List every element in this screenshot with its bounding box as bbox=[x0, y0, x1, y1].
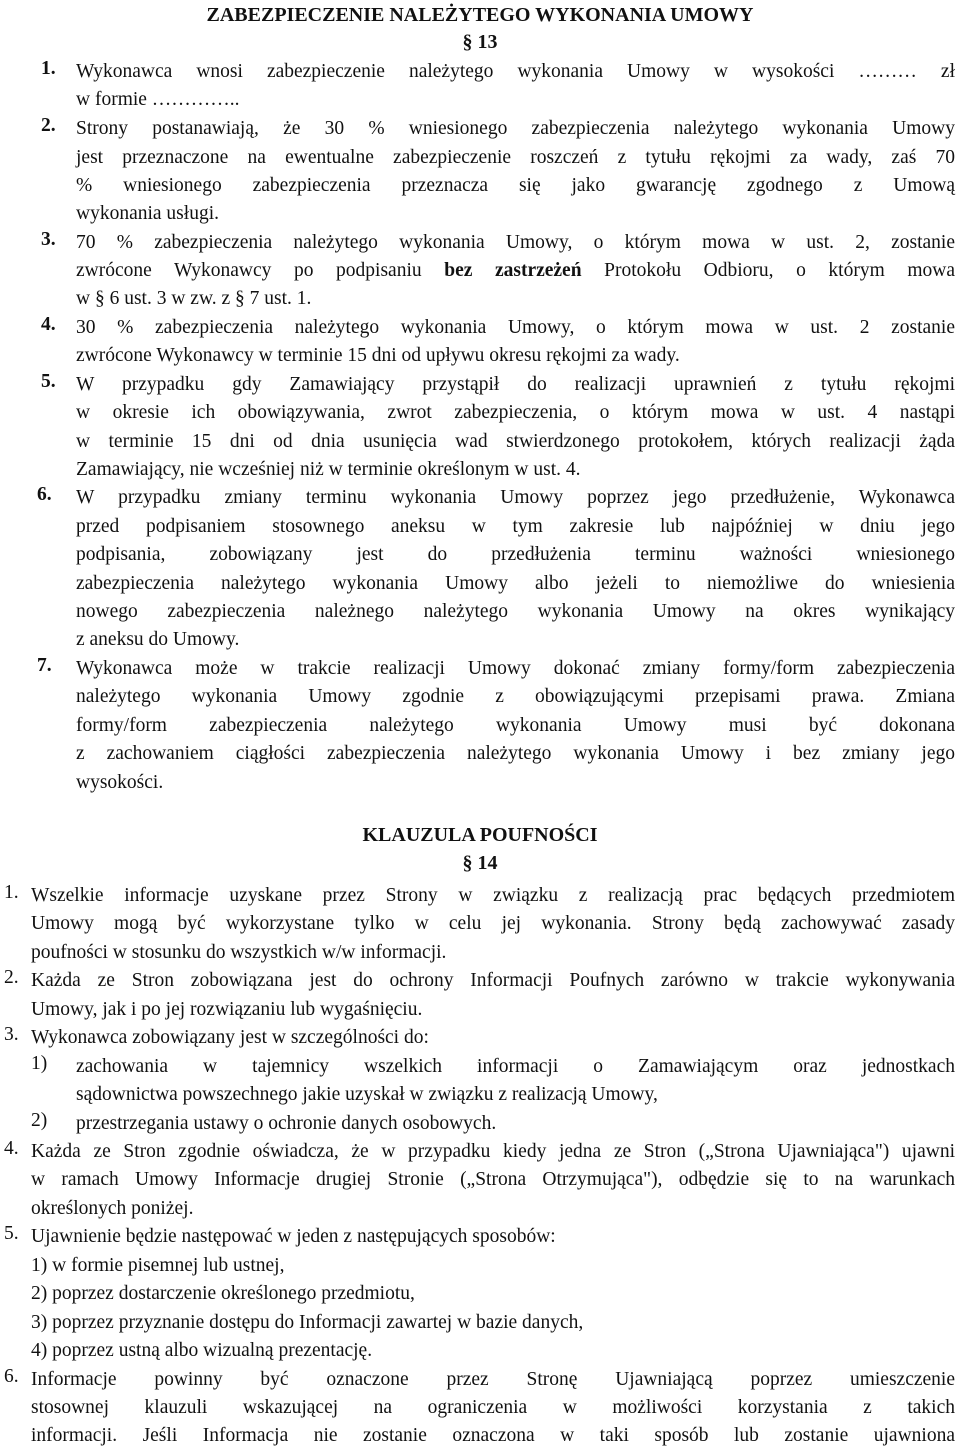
s14-p3-item-1-line-1: zachowania w tajemnicy wszelkich informacji o Zamawiającym oraz jednostkach bbox=[76, 1056, 955, 1077]
s13-p7-line-5: wysokości. bbox=[76, 772, 164, 793]
s14-p5-item-4: 4) poprzez ustną albo wizualną prezentację. bbox=[31, 1340, 373, 1361]
s14-p5-item-2: 2) poprzez dostarczenie określonego przedmiotu, bbox=[31, 1283, 415, 1304]
s14-p4-line-1: Każda ze Stron zgodnie oświadcza, że w przypadku kiedy jedna ze Stron („Strona Ujawniająca") ujawni bbox=[31, 1141, 955, 1162]
s13-p1-line-2: w formie ………….. bbox=[76, 89, 240, 110]
s13-p5-line-2: w okresie ich obowiązywania, zwrot zabezpieczenia, o którym mowa w ust. 4 nastąpi bbox=[76, 402, 955, 423]
s14-p3-number: 3. bbox=[4, 1024, 19, 1045]
s13-p2-line-3: % wniesionego zabezpieczenia przeznacza się jako gwarancję zgodnego z Umową bbox=[76, 175, 955, 196]
s14-p4-line-3: określonych poniżej. bbox=[31, 1198, 194, 1219]
s13-p6-line-1: W przypadku zmiany terminu wykonania Umowy poprzez jego przedłużenie, Wykonawca bbox=[76, 487, 955, 508]
s14-p3-item-2-line-1: przestrzegania ustawy o ochronie danych osobowych. bbox=[76, 1113, 497, 1134]
s13-p7-line-3: formy/form zabezpieczenia należytego wykonania Umowy musi być dokonana bbox=[76, 715, 955, 736]
s13-p6-line-3: podpisania, zobowiązany jest do przedłużenia terminu ważności wniesionego bbox=[76, 544, 955, 565]
s14-p6-line-2: stosownej klauzuli wskazującej na ograniczenia w możliwości korzystania z takich bbox=[31, 1397, 955, 1418]
s14-p2-number: 2. bbox=[4, 967, 19, 988]
s13-p1-line-1: Wykonawca wnosi zabezpieczenie należytego wykonania Umowy w wysokości ……… zł bbox=[76, 61, 955, 82]
s13-p6-number: 6. bbox=[37, 484, 52, 505]
s14-p1-line-2: Umowy mogą być wykorzystane tylko w celu jej wykonania. Strony będą zachowywać zasady bbox=[31, 913, 955, 934]
s13-p4-number: 4. bbox=[41, 314, 56, 335]
s14-p4-number: 4. bbox=[4, 1138, 19, 1159]
s13-p5-line-1: W przypadku gdy Zamawiający przystąpił do realizacji uprawnień z tytułu rękojmi bbox=[76, 374, 955, 395]
s14-p2-line-1: Każda ze Stron zobowiązana jest do ochrony Informacji Poufnych zarówno w trakcie wykonywania bbox=[31, 970, 955, 991]
s13-p5-line-4: Zamawiający, nie wcześniej niż w terminie określonym w ust. 4. bbox=[76, 459, 581, 480]
s13-p5-number: 5. bbox=[41, 371, 56, 392]
s13-p7-line-1: Wykonawca może w trakcie realizacji Umowy dokonać zmiany formy/form zabezpieczenia bbox=[76, 658, 955, 679]
s14-p3-line-1: Wykonawca zobowiązany jest w szczególności do: bbox=[31, 1027, 429, 1048]
s14-p1-line-1: Wszelkie informacje uzyskane przez Strony w związku z realizacją prac będących przedmiotem bbox=[31, 885, 955, 906]
section-13-number: § 13 bbox=[462, 31, 498, 53]
s14-p1-number: 1. bbox=[4, 882, 19, 903]
s13-p2-line-2: jest przeznaczone na ewentualne zabezpieczenie roszczeń z tytułu rękojmi za wady, zaś 70 bbox=[76, 147, 955, 168]
heading-zabezpieczenie: ZABEZPIECZENIE NALEŻYTEGO WYKONANIA UMOWY bbox=[206, 4, 754, 26]
s14-p6-number: 6. bbox=[4, 1366, 19, 1387]
s13-p3-line-3: w § 6 ust. 3 w zw. z § 7 ust. 1. bbox=[76, 288, 312, 309]
s13-p6-line-5: nowego zabezpieczenia należnego należytego wykonania Umowy na okres wynikający bbox=[76, 601, 955, 622]
s14-p3-item-2-number: 2) bbox=[31, 1110, 48, 1131]
s13-p3-line-2: zwrócone Wykonawcy po podpisaniu bez zastrzeżeń Protokołu Odbioru, o którym mowa bbox=[76, 260, 955, 281]
s13-p3-line-1: 70 % zabezpieczenia należytego wykonania Umowy, o którym mowa w ust. 2, zostanie bbox=[76, 232, 955, 253]
s14-p6-line-3: informacji. Jeśli Informacja nie zostanie oznaczona w taki sposób lub zostanie ujawniona bbox=[31, 1425, 955, 1446]
section-14-number: § 14 bbox=[462, 852, 498, 874]
s14-p5-item-1: 1) w formie pisemnej lub ustnej, bbox=[31, 1255, 285, 1276]
s14-p4-line-2: w ramach Umowy Informacje drugiej Stronie („Strona Otrzymująca"), odbędzie się to na warunkach bbox=[31, 1169, 955, 1190]
s13-p4-line-1: 30 % zabezpieczenia należytego wykonania Umowy, o którym mowa w ust. 2 zostanie bbox=[76, 317, 955, 338]
s14-p5-number: 5. bbox=[4, 1223, 19, 1244]
s13-p4-line-2: zwrócone Wykonawcy w terminie 15 dni od upływu okresu rękojmi za wady. bbox=[76, 345, 680, 366]
s14-p6-line-1: Informacje powinny być oznaczone przez Stronę Ujawniającą poprzez umieszczenie bbox=[31, 1369, 955, 1390]
s14-p5-line-1: Ujawnienie będzie następować w jeden z następujących sposobów: bbox=[31, 1226, 556, 1247]
s13-p6-line-4: zabezpieczenia należytego wykonania Umowy albo jeżeli to niemożliwe do wniesienia bbox=[76, 573, 955, 594]
s13-p6-line-6: z aneksu do Umowy. bbox=[76, 629, 240, 650]
s13-p7-line-2: należytego wykonania Umowy zgodnie z obowiązującymi przepisami prawa. Zmiana bbox=[76, 686, 955, 707]
s13-p6-line-2: przed podpisaniem stosownego aneksu w tym zakresie lub najpóźniej w dniu jego bbox=[76, 516, 955, 537]
s13-p2-line-4: wykonania usługi. bbox=[76, 203, 219, 224]
s14-p3-item-1-line-2: sądownictwa powszechnego jakie uzyskał w związku z realizacją Umowy, bbox=[76, 1084, 658, 1105]
s13-p2-line-1: Strony postanawiają, że 30 % wniesionego zabezpieczenia należytego wykonania Umowy bbox=[76, 118, 955, 139]
s14-p1-line-3: poufności w stosunku do wszystkich w/w informacji. bbox=[31, 942, 447, 963]
s13-p1-number: 1. bbox=[41, 58, 56, 79]
s13-p5-line-3: w terminie 15 dni od dnia usunięcia wad stwierdzonego protokołem, których realizacji żąda bbox=[76, 431, 955, 452]
s14-p2-line-2: Umowy, jak i po jej rozwiązaniu lub wygaśnięciu. bbox=[31, 999, 423, 1020]
s14-p5-item-3: 3) poprzez przyznanie dostępu do Informacji zawartej w bazie danych, bbox=[31, 1312, 584, 1333]
s13-p7-line-4: z zachowaniem ciągłości zabezpieczenia należytego wykonania Umowy i bez zmiany jego bbox=[76, 743, 955, 764]
s13-p7-number: 7. bbox=[37, 655, 52, 676]
s13-p3-number: 3. bbox=[41, 229, 56, 250]
s13-p2-number: 2. bbox=[41, 115, 56, 136]
s14-p3-item-1-number: 1) bbox=[31, 1053, 48, 1074]
heading-klauzula-poufnosci: KLAUZULA POUFNOŚCI bbox=[362, 824, 598, 846]
